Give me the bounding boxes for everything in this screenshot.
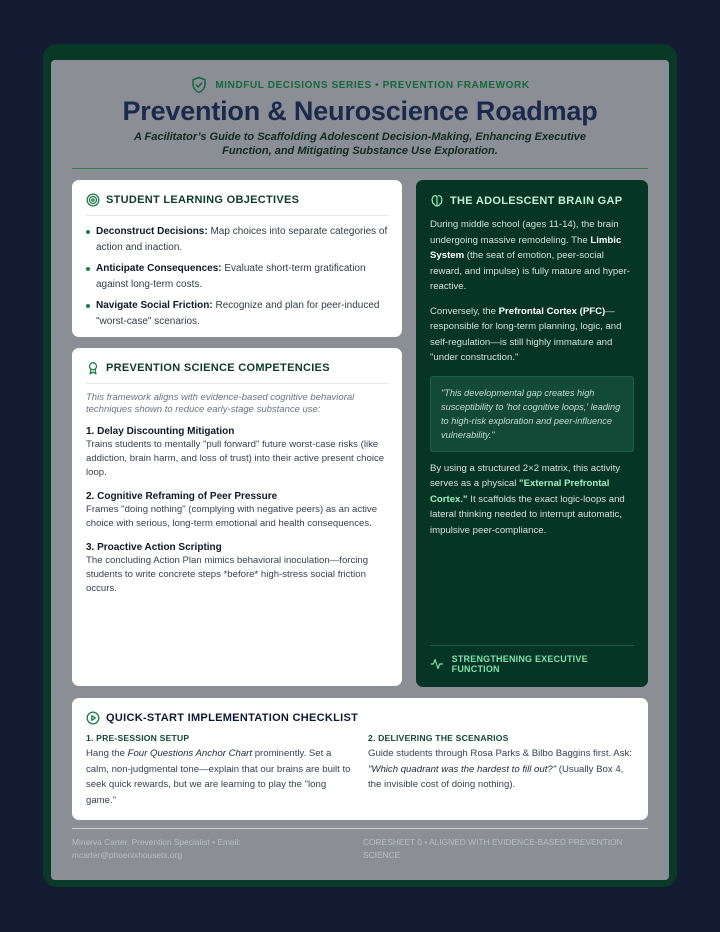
- shield-check-icon: [190, 76, 208, 94]
- text: (the seat of emotion, peer-social reward, and impulse) is fully mature and hyper-reactive.: [430, 250, 630, 292]
- brain-gap-title: THE ADOLESCENT BRAIN GAP: [450, 195, 623, 207]
- highlight-limbic: Limbic System: [430, 234, 622, 261]
- highlight-pfc: Prefrontal Cortex (PFC): [498, 305, 606, 317]
- target-icon: [86, 193, 100, 207]
- brain-icon: [430, 194, 444, 208]
- footer-coresheet: CORESHEET 0 • ALIGNED WITH EVIDENCE-BASED PREVENTION SCIENCE: [363, 837, 623, 860]
- brain-gap-paragraph: [430, 217, 634, 295]
- objective-term: Deconstruct Decisions:: [96, 226, 208, 237]
- objective-text: Recognize and plan for peer-induced "worst-case" scenarios.: [96, 300, 380, 327]
- brain-gap-paragraph: [430, 461, 634, 539]
- series-header: [51, 76, 669, 94]
- objectives-list: [86, 224, 388, 329]
- brain-gap-footer: [430, 645, 634, 673]
- brain-gap-quote: "This developmental gap creates high susceptibility to 'hot cognitive loops,' leading to high-risk exploration and peer-influence vulnerability.": [430, 376, 634, 452]
- anchor-chart-ref: Four Questions Anchor Chart: [127, 748, 253, 759]
- activity-pulse-icon: [430, 657, 444, 671]
- footer-divider: [72, 828, 648, 829]
- text: Guide students through Rosa Parks & Bilbo Baggins first. Ask:: [368, 748, 632, 759]
- competency-body: The concluding Action Plan mimics behavioral inoculation—forcing students to write concrete steps *before* high-stress social friction occurs.: [86, 555, 369, 594]
- text: By using a structured 2×2 matrix, this activity serves as a physical: [430, 462, 621, 489]
- competency-item: [86, 425, 388, 480]
- objectives-title: STUDENT LEARNING OBJECTIVES: [106, 194, 300, 206]
- checklist-title: QUICK-START IMPLEMENTATION CHECKLIST: [106, 712, 359, 724]
- text: Hang the: [86, 748, 128, 759]
- column-body: [368, 746, 634, 793]
- divider: [86, 383, 388, 384]
- competency-item: [86, 541, 388, 596]
- competency-item: [86, 490, 388, 531]
- column-heading: 2. DELIVERING THE SCENARIOS: [368, 733, 509, 743]
- competencies-heading: [86, 361, 388, 375]
- competencies-card: [72, 348, 402, 686]
- list-item: [86, 261, 388, 292]
- text: During middle school (ages 11-14), the brain undergoing massive remodeling. The: [430, 219, 619, 246]
- competency-heading: 3. Proactive Action Scripting: [86, 542, 222, 553]
- header-divider: [72, 168, 648, 169]
- competency-heading: 2. Cognitive Reframing of Peer Pressure: [86, 491, 278, 502]
- text: prominently. Set a calm, non-judgmental tone—explain that our brains are built to seek quick rewards, but we are learning to play the "long game.": [86, 748, 351, 806]
- brain-gap-panel: [416, 180, 648, 687]
- series-label: MINDFUL DECISIONS SERIES • PREVENTION FRAMEWORK: [215, 79, 530, 91]
- question-quote: "Which quadrant was the hardest to fill out?": [368, 763, 557, 775]
- competencies-title: PREVENTION SCIENCE COMPETENCIES: [106, 362, 330, 374]
- list-item: [86, 224, 388, 255]
- brain-gap-heading: [430, 194, 634, 208]
- objectives-card: [72, 180, 402, 337]
- play-circle-icon: [86, 711, 100, 725]
- footer-contact: Minerva Carter, Prevention Specialist • Email: mcarter@phoenixhousetx.org: [72, 837, 241, 860]
- objectives-heading: [86, 193, 388, 207]
- text: —responsible for long-term planning, logic, and self-regulation—is still highly immature and "under construction.": [430, 305, 622, 363]
- brain-gap-paragraph: [430, 304, 634, 366]
- list-item: [86, 298, 388, 329]
- award-icon: [86, 361, 100, 375]
- page-subtitle: A Facilitator’s Guide to Scaffolding Adolescent Decision-Making, Enhancing Executive Function, and Mitigating Substance Use Exploration.: [133, 131, 587, 157]
- text: It scaffolds the exact logic-loops and lateral thinking needed to interrupt automatic, impulsive peer-compliance.: [430, 493, 625, 536]
- column-heading: 1. PRE-SESSION SETUP: [86, 733, 190, 743]
- objective-text: Evaluate short-term gratification against long-term costs.: [96, 263, 366, 290]
- objective-term: Anticipate Consequences:: [96, 263, 222, 274]
- competency-body: Trains students to mentally "pull forward" future worst-case risks (like addiction, brain harm, and loss of trust) into their active present choice loop.: [86, 439, 385, 478]
- text: Conversely, the: [430, 305, 499, 317]
- competency-heading: 1. Delay Discounting Mitigation: [86, 426, 235, 437]
- objective-term: Navigate Social Friction:: [96, 300, 213, 311]
- checklist-card: [72, 698, 648, 820]
- brain-gap-footer-label: STRENGTHENING EXECUTIVE FUNCTION: [451, 653, 588, 674]
- objective-text: Map choices into separate categories of action and inaction.: [96, 226, 388, 253]
- checklist-column: [368, 733, 634, 808]
- checklist-heading: [86, 711, 634, 725]
- page-title: Prevention & Neuroscience Roadmap: [122, 96, 598, 126]
- divider: [86, 215, 388, 216]
- checklist-columns: [86, 733, 634, 808]
- text: (Usually Box 4, the invisible cost of doing nothing).: [368, 763, 624, 790]
- competencies-intro: This framework aligns with evidence-based cognitive behavioral techniques shown to reduce early-stage substance use:: [86, 392, 355, 415]
- highlight-external-pfc: "External Prefrontal Cortex.": [430, 478, 610, 505]
- competency-body: Frames "doing nothing" (complying with negative peers) as an active choice with serious, long-term emotional and health consequences.: [86, 504, 378, 529]
- checklist-column: [86, 733, 352, 808]
- column-body: [86, 746, 352, 808]
